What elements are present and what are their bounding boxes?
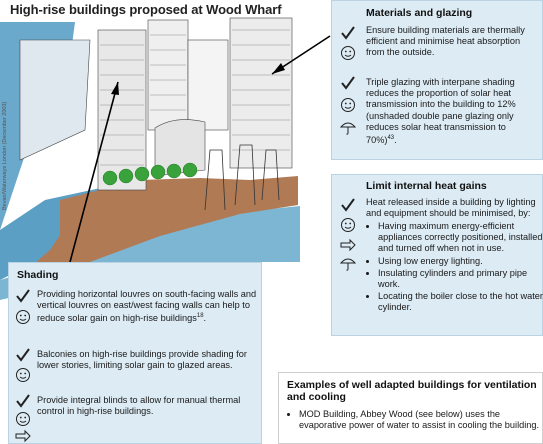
smiley-icon bbox=[15, 367, 31, 383]
check-icon bbox=[340, 25, 356, 41]
examples-list bbox=[287, 409, 543, 432]
tower-right bbox=[230, 18, 292, 168]
list-item: • Using low energy lighting. bbox=[378, 256, 543, 267]
heat-gains-box bbox=[331, 174, 543, 336]
shading-para-1-text: Providing horizontal louvres on south-facing walls and vertical louvres on east/west facing walls can help to reduce solar gain on high-rise buildings bbox=[37, 289, 257, 324]
buildings bbox=[20, 18, 292, 190]
heat-heading: Limit internal heat gains bbox=[366, 180, 487, 192]
smiley-icon bbox=[15, 309, 31, 325]
shading-ref: 18 bbox=[196, 313, 204, 320]
arrow-right-icon bbox=[340, 237, 356, 253]
list-item: • Locating the boiler close to the hot water cylinder. bbox=[378, 291, 543, 313]
materials-para-2: Triple glazing with interpane shading reduces the proportion of solar heat transmission into the building to 12% (unshaded double pane glazing only reduces solar heat transmission to 70%)$^{43}$. bbox=[366, 77, 516, 146]
smiley-icon bbox=[340, 45, 356, 61]
check-icon bbox=[340, 197, 356, 213]
materials-ref: 43 bbox=[387, 135, 395, 142]
image-credit: Bevan/Waterways London (December 2003) bbox=[2, 101, 8, 210]
shading-box bbox=[8, 262, 262, 444]
smiley-icon bbox=[15, 411, 31, 427]
tower-mid bbox=[148, 20, 188, 130]
shading-para-3: Provide integral blinds to allow for manual thermal control in high-rise buildings. bbox=[37, 395, 241, 417]
check-icon bbox=[340, 75, 356, 91]
umbrella-icon bbox=[340, 119, 356, 135]
shading-para-2: Balconies on high-rise buildings provide shading for lower stories, limiting solar gain to glazed areas. bbox=[37, 349, 247, 371]
materials-para-1: Ensure building materials are thermally efficient and minimise heat absorption from the outside. bbox=[366, 25, 525, 58]
shading-heading: Shading bbox=[17, 269, 59, 281]
heat-bullet-list bbox=[366, 221, 543, 315]
shading-para-1: Providing horizontal louvres on south-facing walls and vertical louvres on east/west facing walls can help to reduce solar gain on high-rise buildings$^{18}$. bbox=[37, 289, 257, 324]
materials-para-2-text: Triple glazing with interpane shading reduces the proportion of solar heat transmission into the building to 12% (unshaded double pane glazing only reduces solar heat transmission to 70%) bbox=[366, 77, 516, 146]
lowrise-block bbox=[20, 40, 90, 160]
heat-intro: Heat released inside a building by lighting and equipment should be minimised, by: bbox=[366, 197, 536, 219]
examples-heading: Examples of well adapted buildings for ventilation and cooling bbox=[287, 379, 537, 403]
page-title: High-rise buildings proposed at Wood Wharf bbox=[10, 2, 282, 17]
list-item: • MOD Building, Abbey Wood (see below) uses the evaporative power of water to assist in cooling the building. bbox=[299, 409, 543, 431]
arrow-right-icon bbox=[15, 428, 31, 444]
check-icon bbox=[15, 288, 31, 304]
check-icon bbox=[15, 347, 31, 363]
list-item: • Having maximum energy-efficient appliances correctly positioned, installed and turned off when not in use. bbox=[378, 221, 543, 255]
tower-far bbox=[188, 40, 228, 130]
materials-glazing-box bbox=[331, 0, 543, 160]
smiley-icon bbox=[340, 97, 356, 113]
tower-left bbox=[98, 30, 146, 190]
list-item: • Insulating cylinders and primary pipe work. bbox=[378, 268, 543, 290]
examples-box bbox=[278, 372, 543, 444]
smiley-icon bbox=[340, 217, 356, 233]
check-icon bbox=[15, 393, 31, 409]
umbrella-icon bbox=[340, 255, 356, 271]
materials-heading: Materials and glazing bbox=[366, 7, 473, 19]
